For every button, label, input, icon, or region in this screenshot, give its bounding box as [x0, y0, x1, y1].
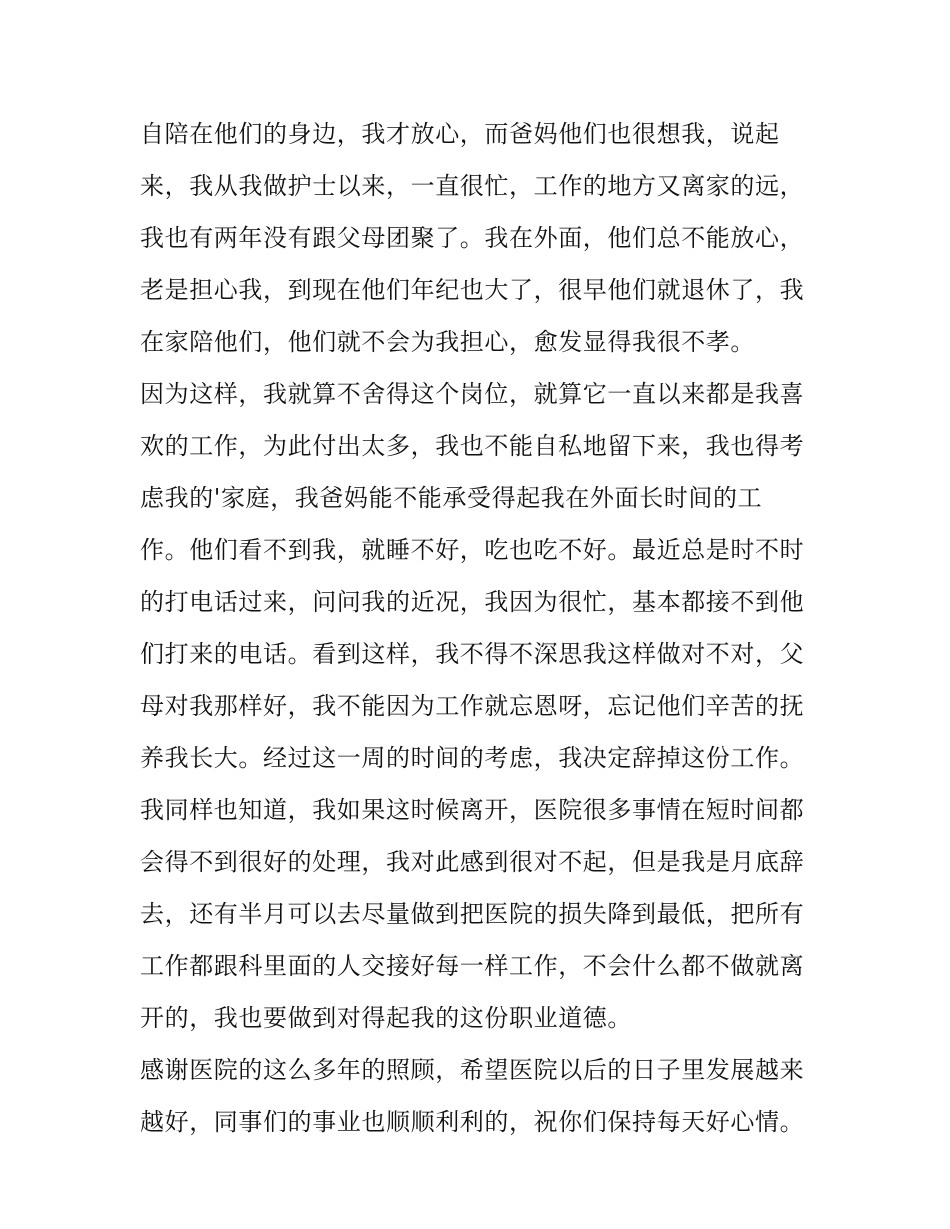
text-line: 养我长大。经过这一周的时间的考虑，我决定辞掉这份工作。: [140, 744, 805, 772]
text-line: 越好，同事们的事业也顺顺利利的，祝你们保持每天好心情。: [140, 1108, 805, 1136]
text-line: 我也有两年没有跟父母团聚了。我在外面，他们总不能放心，: [140, 224, 805, 252]
text-line: 虑我的'家庭，我爸妈能不能承受得起我在外面长时间的工: [140, 484, 763, 512]
text-line: 工作都跟科里面的人交接好每一样工作，不会什么都不做就离: [140, 952, 805, 980]
text-line: 在家陪他们，他们就不会为我担心，愈发显得我很不孝。: [140, 328, 755, 356]
text-line: 我同样也知道，我如果这时候离开，医院很多事情在短时间都: [140, 796, 805, 824]
text-line: 会得不到很好的处理，我对此感到很对不起，但是我是月底辞: [140, 848, 805, 876]
text-line: 因为这样，我就算不舍得这个岗位，就算它一直以来都是我喜: [140, 380, 805, 408]
text-line: 感谢医院的这么多年的照顾，希望医院以后的日子里发展越来: [140, 1056, 805, 1084]
text-line: 欢的工作，为此付出太多，我也不能自私地留下来，我也得考: [140, 432, 805, 460]
text-line: 们打来的电话。看到这样，我不得不深思我这样做对不对，父: [140, 640, 805, 668]
text-line: 母对我那样好，我不能因为工作就忘恩呀，忘记他们辛苦的抚: [140, 692, 805, 720]
body-text: [140, 108, 820, 1148]
text-line: 的打电话过来，问问我的近况，我因为很忙，基本都接不到他: [140, 588, 805, 616]
text-line: 自陪在他们的身边，我才放心，而爸妈他们也很想我，说起: [140, 120, 780, 148]
text-line: 去，还有半月可以去尽量做到把医院的损失降到最低，把所有: [140, 900, 805, 928]
text-line: 开的，我也要做到对得起我的这份职业道德。: [140, 1004, 632, 1032]
text-line: 作。他们看不到我，就睡不好，吃也吃不好。最近总是时不时: [140, 536, 805, 564]
text-line: 来，我从我做护士以来，一直很忙，工作的地方又离家的远，: [140, 172, 805, 200]
text-line: 老是担心我，到现在他们年纪也大了，很早他们就退休了，我: [140, 276, 805, 304]
